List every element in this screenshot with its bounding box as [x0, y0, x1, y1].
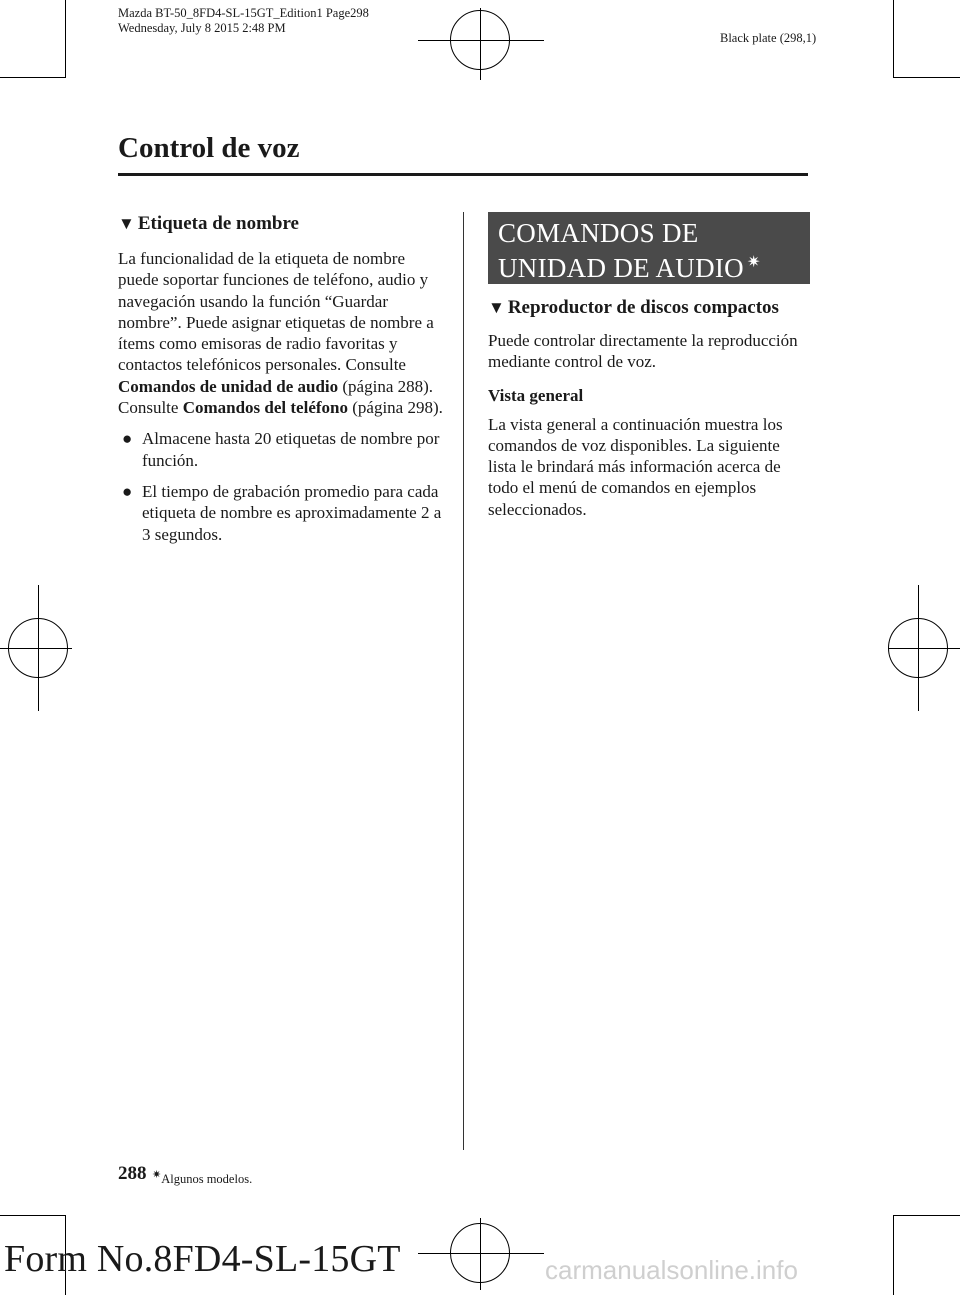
subheading-cd-player	[488, 296, 810, 320]
section-title: Control de voz	[118, 132, 300, 164]
triangle-icon: ▼	[488, 298, 505, 317]
bullet-icon: ●	[122, 481, 133, 501]
subheading-cd-player-text: Reproductor de discos compactos	[507, 297, 779, 318]
xref-phone-commands: Comandos del teléfono	[182, 398, 348, 418]
watermark: carmanualsonline.info	[545, 1255, 798, 1285]
subheading-name-tag-text: Etiqueta de nombre	[137, 213, 299, 234]
title-rule	[118, 173, 808, 176]
print-plate: Black plate (298,1)	[720, 31, 817, 45]
banner-line	[498, 248, 800, 283]
print-meta	[118, 6, 369, 36]
print-meta-file: Mazda BT-50_8FD4-SL-15GT_Edition1 Page298	[118, 6, 369, 20]
para-text: (página 298).	[347, 398, 443, 418]
subheading-name-tag	[118, 212, 448, 236]
para-text: La funcionalidad de la etiqueta de nombre puede soportar funciones de teléfono, audio y navegación usando la función “Guardar nombre”. Puede asignar etiquetas de nombre a ítems como emisoras de radio favoritas y contactos telefónicos personales. Consulte	[118, 249, 434, 375]
overview-subhead: Vista general	[488, 385, 584, 405]
footnote	[152, 1168, 252, 1187]
audio-commands-banner	[488, 212, 810, 284]
column-divider	[463, 212, 464, 1150]
name-tag-bullets	[118, 428, 448, 544]
xref-audio-commands: Comandos de unidad de audio	[118, 376, 339, 396]
print-meta-date: Wednesday, July 8 2015 2:48 PM	[118, 21, 286, 35]
banner-line: COMANDOS DE	[498, 218, 699, 248]
overview-paragraph: La vista general a continuación muestra los comandos de voz disponibles. La siguiente lista le brindará más información acerca de todo el menú de comandos en ejemplos seleccionados.	[488, 414, 783, 519]
asterisk-icon: ✷	[152, 1169, 162, 1181]
banner-line-text: UNIDAD DE AUDIO	[498, 253, 744, 283]
list-item	[118, 428, 448, 471]
footnote-text: Algunos modelos.	[161, 1172, 253, 1187]
name-tag-paragraph	[118, 248, 448, 418]
asterisk-icon: ✷	[746, 254, 761, 271]
para-text: (página 288). Consulte	[118, 376, 434, 418]
left-column	[118, 212, 448, 545]
page-number: 288	[118, 1163, 147, 1184]
cd-player-paragraph: Puede controlar directamente la reproducción mediante control de voz.	[488, 331, 798, 372]
right-column	[488, 212, 810, 520]
form-number: Form No.8FD4-SL-15GT	[4, 1238, 401, 1280]
list-item-text: El tiempo de grabación promedio para cada etiqueta de nombre es aproximadamente 2 a 3 segundos.	[142, 481, 442, 544]
list-item-text: Almacene hasta 20 etiquetas de nombre por función.	[142, 429, 440, 470]
bullet-icon: ●	[122, 429, 133, 449]
triangle-icon: ▼	[118, 214, 135, 233]
list-item	[118, 481, 448, 545]
